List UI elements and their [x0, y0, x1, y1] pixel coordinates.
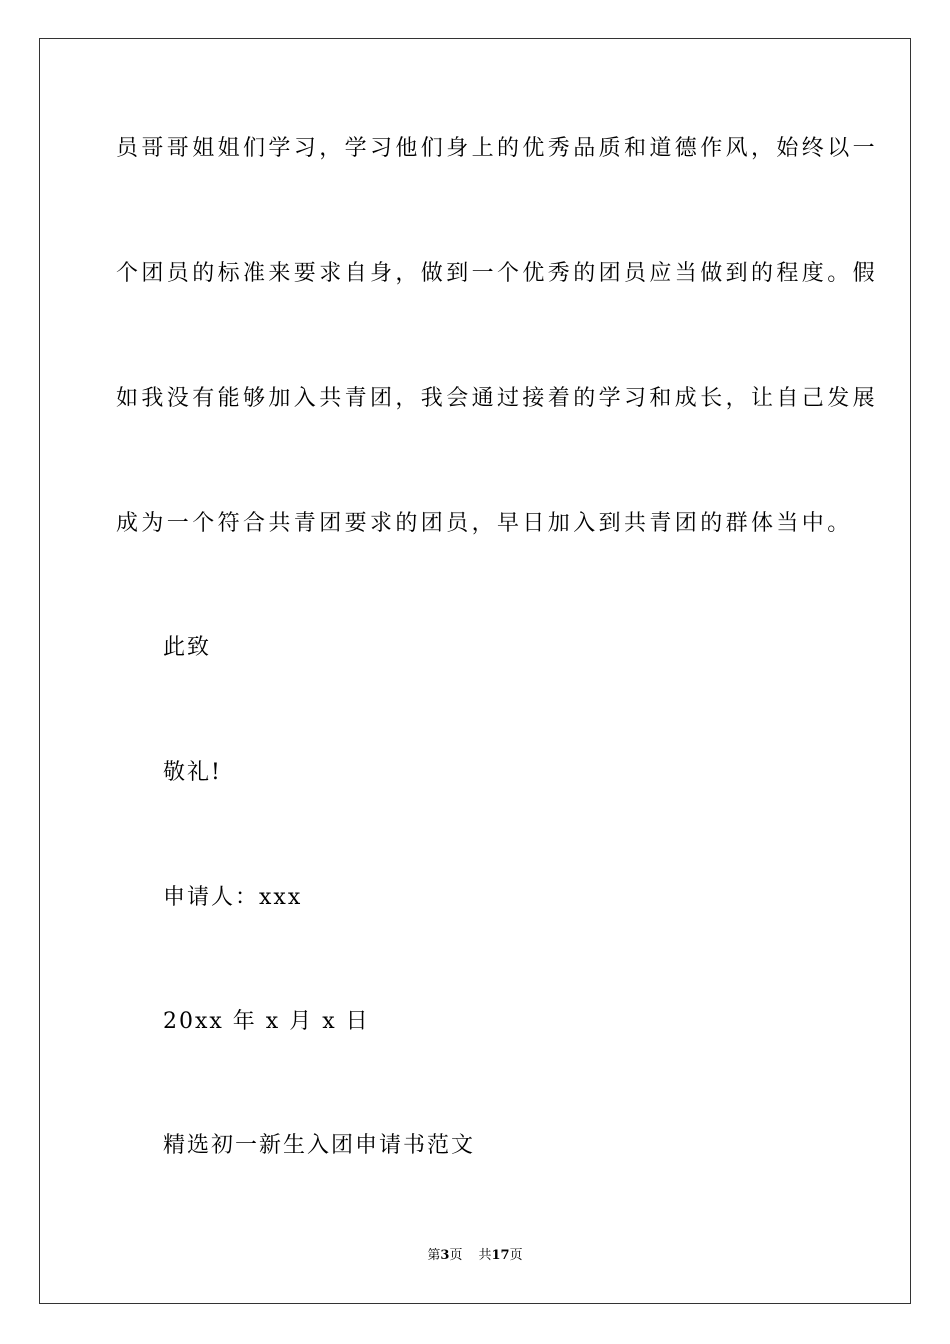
page-suffix: 页 [449, 1248, 463, 1263]
application-date: 20xx 年 x 月 x 日 [163, 1009, 370, 1034]
applicant-name: 申请人：xxx [163, 885, 303, 910]
page-frame [39, 38, 911, 1304]
page-footer [0, 1246, 950, 1266]
salutation: 此致 [163, 635, 212, 660]
total-page-number: 17 [491, 1248, 510, 1263]
body-line-1: 员哥哥姐姐们学习，学习他们身上的优秀品质和道德作风，始终以一 [116, 136, 879, 161]
body-line-2: 个团员的标准来要求自身，做到一个优秀的团员应当做到的程度。假 [116, 261, 879, 286]
total-suffix: 页 [509, 1248, 523, 1263]
current-page-number: 3 [440, 1248, 450, 1263]
respect-closing: 敬礼! [163, 760, 222, 785]
page-prefix: 第 [427, 1248, 441, 1263]
body-line-4: 成为一个符合共青团要求的团员，早日加入到共青团的群体当中。 [116, 511, 853, 536]
total-prefix: 共 [478, 1248, 492, 1263]
next-section-title: 精选初一新生入团申请书范文 [163, 1133, 476, 1158]
body-line-3: 如我没有能够加入共青团，我会通过接着的学习和成长，让自己发展 [116, 386, 879, 411]
